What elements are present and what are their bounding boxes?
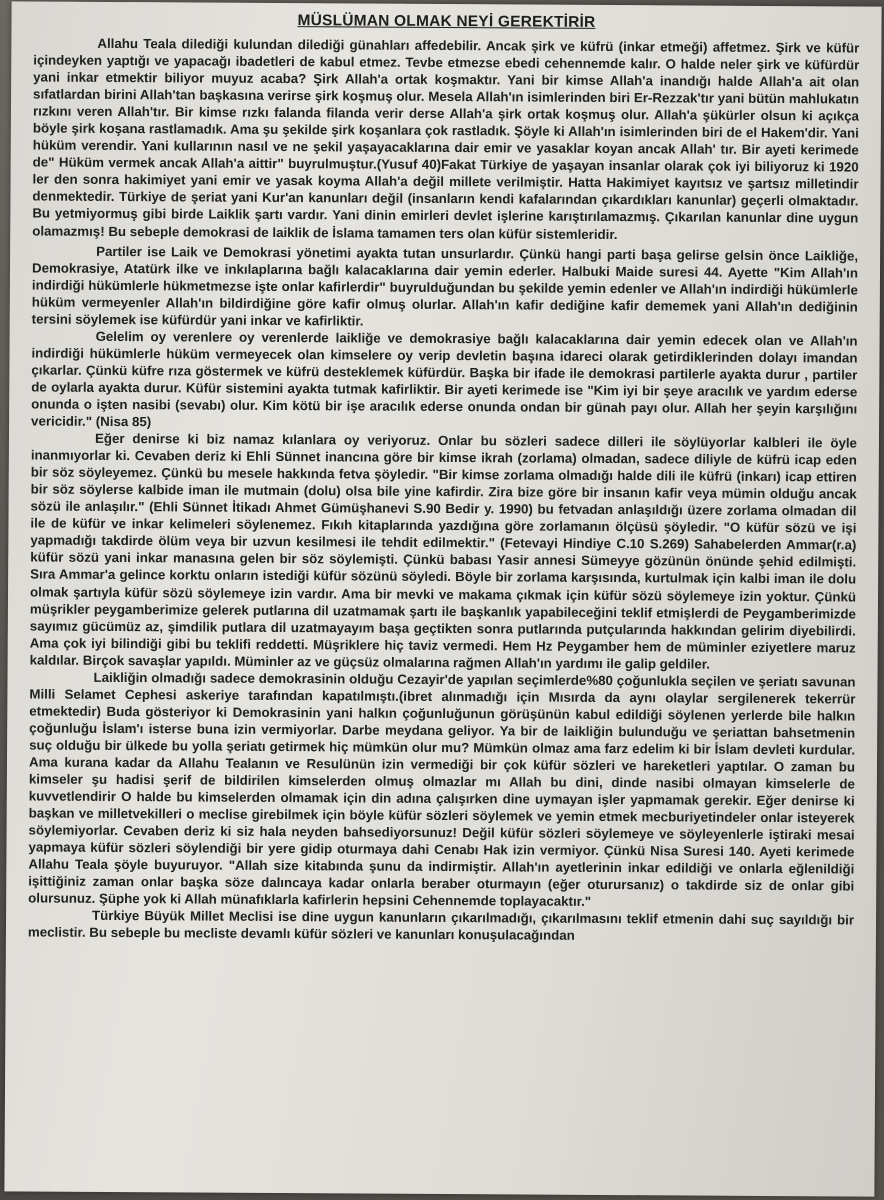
paragraph-1: Allahu Teala dilediği kulundan dilediği günahları affedebilir. Ancak şirk ve küfrü (inkar etmeği) affetmez. Şirk ve küfür içindeyken yaptığı ve yapacağı ibadetleri de kabul etmez. Tevbe etmezse ebedi cehennemde kalır. O halde neler şirk ve küfürdür yani inkar etmektir biliyor muyuz acaba? Şirk Allah'a ortak koşmaktır. Yani bir kimse Allah'a inandığı halde Allah'a ait olan sıfatlardan birini Allah'tan başkasına verirse şirk koşmuş olur. Mesela Allah'ın isimlerinden biri Er-Rezzak'tır yani bütün mahlukatın rızkını veren Allah'tır. Bir kimse rızkı falanda filanda verir derse Allah'a şirk ortak koşmuş olur. Allah'a şükürler olsun ki açıkça böyle şirk koşana rastlamadık. Ama şu şekilde şirk koşanlara çok rastladık. Şöyle ki Allah'ın isimlerinden biri de el Hakem'dir. Yani hüküm verendir. Yani kullarının nasıl ve ne şekil yaşayacaklarına dair emir ve yasaklar koyan ancak Allah' tır. Bir ayeti kerimede de" Hüküm vermek ancak Allah'a aittir" buyrulmuştur.(Yusuf 40)Fakat Türkiye de yaşayan insanlar olarak çok iyi biliyoruz ki 1920 ler den sonra hakimiyet yani emir ve yasak koyma Allah'a değil millete verilmiştir. Hatta Hakimiyet kayıtsız ve şartsız milletindir denmektedir. Türkiye de şeriat yani Kur'an kanunları değil (insanların kendi kafalarından çıkardıkları kanunlar) geçerli olmaktadır. Bu yetmiyormuş gibi birde Laiklik şartı vardır. Yani dinin emirleri devlet işlerine karıştırılamazmış. Çıkarılan kanunlar dine uygun olamazmış! Bu sebeple demokrasi de laiklik de İslama tamamen ters olan küfür sistemleridir.: [32, 35, 860, 242]
document-title: MÜSLÜMAN OLMAK NEYİ GEREKTİRİR: [297, 12, 596, 31]
printed-leaflet: [4, 1, 881, 1196]
paragraph-3: Gelelim oy verenlere oy verenlerde laikliğe ve demokrasiye bağlı kalacaklarına dair yemin edecek olan ve Allah'ın indirdiği hükümlerle hüküm vermeyecek olan kimselere oy verip devletin başına idareci olarak getirdiklerinden dolayı imandan çıkarlar. Çünkü küfre rıza göstermek ve küfrü desteklemek küfürdür. Başka bir ifade ile demokrasi partilerle ayakta durur , partiler de oylarla ayakta durur. Küfür sistemini ayakta tutmak kafirliktir. Bir ayeti kerimede ise "Kim iyi bir şeye aracılık ve yardım ederse onunda o işten nasibi (sevabı) olur. Kim kötü bir işe aracılık ederse onunda ondan bir günah payı olur. Allah her şeyin karşılığını vericidir." (Nisa 85): [31, 328, 858, 430]
document-body: [6, 34, 882, 946]
paragraph-2: Partiler ise Laik ve Demokrasi yönetimi ayakta tutan unsurlardır. Çünkü hangi parti başa gelirse gelsin önce Laikliğe, Demokrasiye, Atatürk ilke ve inkılaplarına bağlı kalacaklarına dair yemin ederler. Halbuki Maide suresi 44. Ayette "Kim Allah'ın indirdiği hükümlerle hükmetmezse işte onlar kafirlerdir" buyrulduğundan bu şekilde yemin edenler ve Allah'ın indirdiği hükümlerle hüküm vermeyenler Allah'ın bildirdiğine göre kafir olmuş olurlar. Allah'ın kafir dediğine kafir dememek yani Allah'ın dediğinin tersini söylemek ise küfürdür yani inkar ve kafirliktir.: [31, 243, 859, 329]
paragraph-4: Eğer denirse ki biz namaz kılanlara oy veriyoruz. Onlar bu sözleri sadece dilleri ile söylüyorlar kalbleri ile öyle inanmıyorlar ki. Cevaben deriz ki Ehli Sünnet inancına göre bir kimse ikrah (zorlama) olmadan, sadece diliyle de küfrü icap eden bir söz söyleyemez. Çünkü bu mesele hakkında fetva şöyledir. "Bir kimse zorlama olmadığı halde dili ile küfrü (inkarı) icap ettiren bir söz söylerse kalbide iman ile mutmain (dolu) olsa bile yine kafirdir. Zira bize göre bir insanın kafir veya mümin olduğu ancak sözü ile anlaşılır." (Ehli Sünnet İtikadı Ahmet Gümüşhanevi S.90 Bedir y. 1990) bu fetvadan anlaşıldığı üzere zorlama olmadan dil ile de küfür ve inkar kelimeleri söylenemez. Fıkıh kitaplarında yazdığına göre zorlamanın ölçüsü şöyledir. "O küfür sözü ve işi yapmadığı takdirde ölüm veya bir uzvun kesilmesi ile tehdit edilmektir." (Fetevayi Hindiye C.10 S.269) Sahabelerden Ammar(r.a) küfür sözü yani inkar manasına gelen bir söz söylemişti. Çünkü babası Yasir annesi Sümeyye gözünün önünde şehid edilmişti. Sıra Ammar'a gelince korktu onların istediği küfür sözünü söyledi. Böyle bir zorlama karşısında, kurtulmak için kalbi iman ile dolu olmak şartıyla küfür sözü söylemeye izin vardır. Ama bir mevki ve makama çıkmak için küfür sözü söylemeye izin yoktur. Çünkü müşrikler peygamberimize gelerek putlarına dil uzatmamak şartı ile başkanlık yapabileceğini teklif etmişlerdi de Peygamberimizde sayımız gücümüz az, şimdilik putlara dil uzatmayayım başa geçtikten sonra putlarında putçularında hakkından gelirim diyebilirdi. Ama çok iyi bilindiği gibi bu teklifi reddetti. Müşriklere hiç taviz vermedi. Hem Hz Peygamber hem de müminler eziyetlere maruz kaldılar. Birçok savaşlar yapıldı. Müminler az ve güçsüz olmalarına rağmen Allah'ın yardımı ile galip geldiler.: [29, 430, 858, 672]
paragraph-5: Laikliğin olmadığı sadece demokrasinin olduğu Cezayir'de yapılan seçimlerde%80 çoğunlukla seçilen ve şeriatı savunan Milli Selamet Cephesi askeriye tarafından kapatılmıştı.(ibret alınmadığı için Mısırda da aynı olaylar sergilenerek tekerrür etmektedir) Buda gösteriyor ki Demokrasinin yani halkın çoğunluğunun görüşünün kabul edildiği söylenen yerlerde bile halkın çoğunluğu İslam'ı isterse buna izin vermiyorlar. Darbe meydana geliyor. Ya bir de laikliğin bulunduğu ve şeriattan bahsetmenin suç olduğu bir ülkede bu yolla şeriatı getirmek hiç mümkün olur mu? Mümkün olmaz ama farz edelim ki bir İslam devleti kurdular. Ama kurana kadar da Allahu Tealanın ve Resulünün izin vermediği bir çok küfür sözleri ve hareketleri yaptılar. O zaman bu kimseler şu hadisi şerif de bildirilen kimselerden olmuş olmazlar mı Allah bu dini, dinde nasibi olmayan kimselerle de kuvvetlendirir O halde bu kimselerden olmamak için din adına çalışırken dine uymayan işler yapmamak gerekir. Eğer denirse ki başkan ve milletvekilleri o meclise girebilmek için böyle küfür sözleri söylemek ve yemin etmek mecburiyetindeler onlar isteyerek söylemiyorlar. Cevaben deriz ki siz hala neyden bahsediyorsunuz! Değil küfür sözleri söylemeye ve söyleyenlerle iştiraki mesai yapmaya küfür sözleri söylendiği bir yere gidip oturmaya dahi Cenabı Hak izin vermiyor. Çünkü Nisa Suresi 140. Ayeti kerimede Allahu Teala şöyle buyuruyor. "Allah size kitabında şunu da indirmiştir. Allah'ın ayetlerinin inkar edildiği ve onlarla eğlenildiği işittiğiniz zaman onlar başka söze dalıncaya kadar onlarla beraber oturmayın (eğer oturursanız) o takdirde siz de onlar gibi olursunuz. Şüphe yok ki Allah münafıklarla kafirlerin hepsini Cehennemde toplayacaktır.": [28, 669, 856, 910]
paragraph-6: Türkiye Büyük Millet Meclisi ise dine uygun kanunların çıkarılmadığı, çıkarılmasını teklif etmenin dahi suç sayıldığı bir meclistir. Bu sebeple bu mecliste devamlı küfür sözleri ve kanunları konuşulacağından: [27, 908, 855, 944]
